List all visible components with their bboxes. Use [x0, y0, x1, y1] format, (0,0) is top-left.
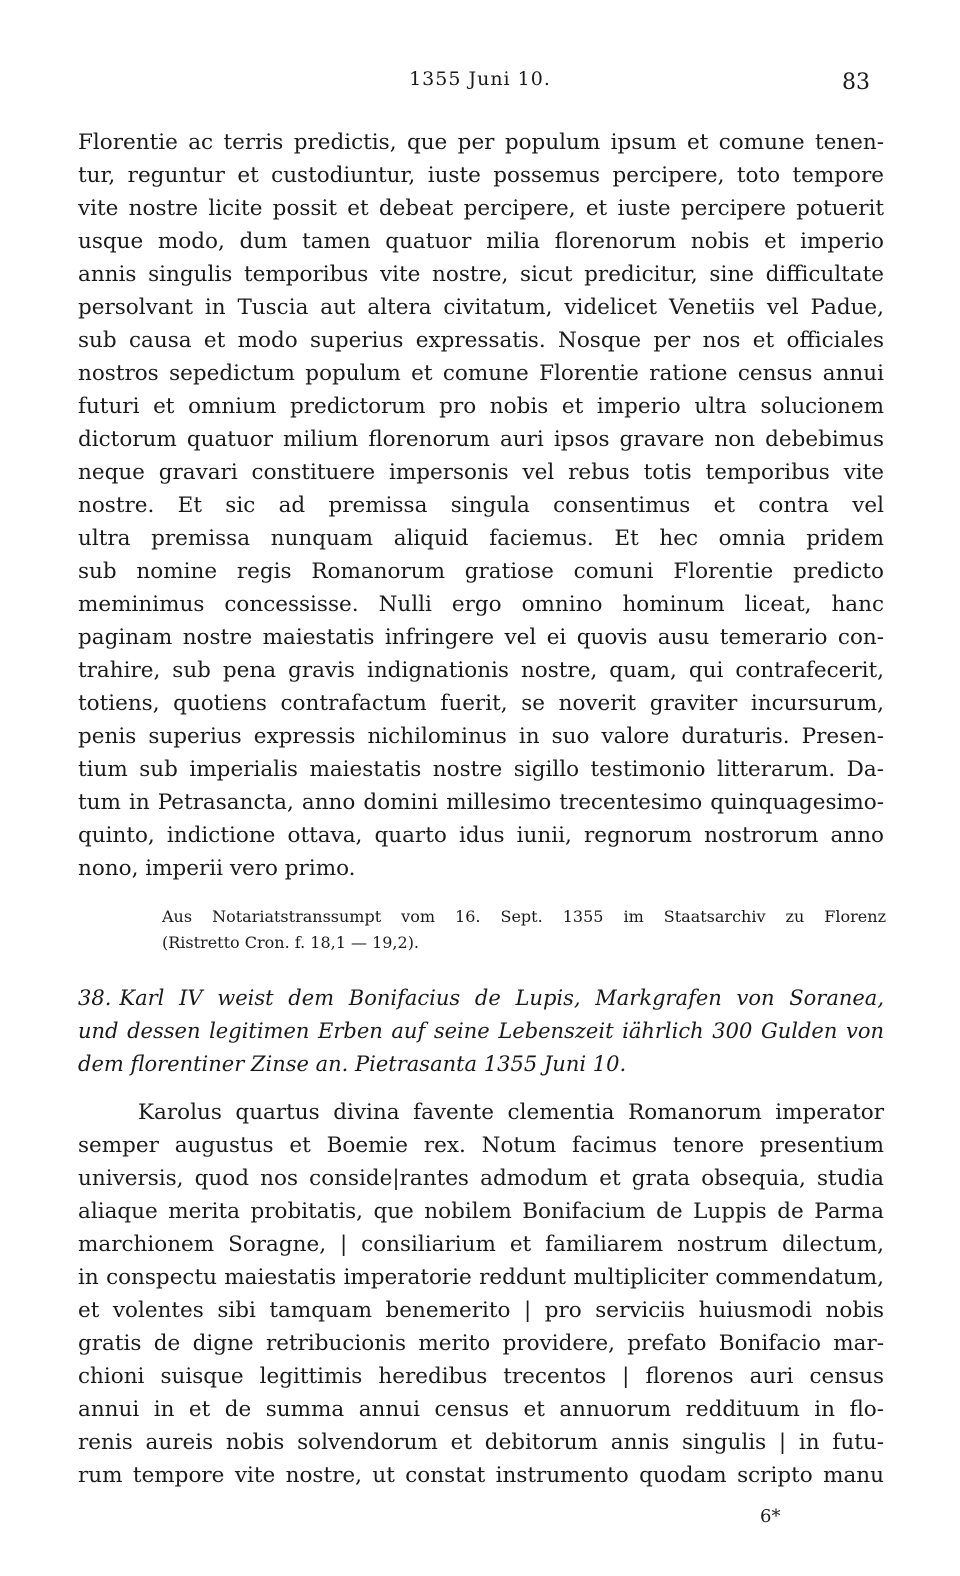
source-line: (Ristretto Cron. f. 18,1 — 19,2).: [162, 933, 420, 952]
source-line: Aus Notariatstranssumpt vom 16. Sept. 1355 im Staatsarchiv zu Florenz: [162, 907, 886, 926]
running-header-date: 1355 Juni 10.: [409, 68, 551, 90]
text-line: neque gravari constituere impersonis vel rebus totis temporibus vite: [78, 460, 884, 485]
text-line: nono, imperii vero primo.: [78, 856, 356, 881]
charter-text: [78, 1096, 884, 1492]
text-line: Karolus quartus divina favente clementia Romanorum imperator: [138, 1100, 884, 1125]
text-line: rum tempore vite nostre, ut constat instrumento quodam scripto manu: [78, 1463, 884, 1488]
text-line: nostre. Et sic ad premissa singula consentimus et contra vel: [78, 493, 884, 518]
heading-line: dem florentiner Zinse an. Pietrasanta 1355 Juni 10.: [78, 1052, 627, 1076]
text-line: in conspectu maiestatis imperatorie reddunt multipliciter commendatum,: [78, 1265, 884, 1290]
text-line: quinto, indictione ottava, quarto idus iunii, regnorum nostrorum anno: [78, 823, 884, 848]
heading-text: Karl IV weist dem Bonifacius de Lupis, Markgrafen von Soranea,: [119, 986, 884, 1010]
text-line: semper augustus et Boemie rex. Notum facimus tenore presentium: [78, 1133, 884, 1158]
document-heading: [78, 982, 884, 1081]
text-line: usque modo, dum tamen quatuor milia florenorum nobis et imperio: [78, 229, 884, 254]
text-line: penis superius expressis nichilominus in suo valore duraturis. Presen-: [78, 724, 884, 749]
text-line: annui in et de summa annui census et annuorum reddituum in flo-: [78, 1397, 884, 1422]
text-line: chioni suisque legittimis heredibus trecentos | florenos auri census: [78, 1364, 884, 1389]
text-line: sub nomine regis Romanorum gratiose comuni Florentie predicto: [78, 559, 884, 584]
text-line: aliaque merita probitatis, que nobilem Bonifacium de Luppis de Parma: [78, 1199, 884, 1224]
text-line: ultra premissa nunquam aliquid faciemus. Et hec omnia pridem: [78, 526, 884, 551]
text-line: totiens, quotiens contrafactum fuerit, se noverit graviter incursurum,: [78, 691, 884, 716]
signature-mark: 6*: [760, 1506, 781, 1527]
text-line: trahire, sub pena gravis indignationis nostre, quam, qui contrafecerit,: [78, 658, 884, 683]
text-line: annis singulis temporibus vite nostre, sicut predicitur, sine difficultate: [78, 262, 884, 287]
text-line: gratis de digne retribucionis merito providere, prefato Bonifacio mar-: [78, 1331, 884, 1356]
text-line: renis aureis nobis solvendorum et debitorum annis singulis | in futu-: [78, 1430, 884, 1455]
text-line: universis, quod nos conside|rantes admodum et grata obsequia, studia: [78, 1166, 884, 1191]
text-line: tium sub imperialis maiestatis nostre sigillo testimonio litterarum. Da-: [78, 757, 884, 782]
document-number: 38.: [78, 986, 112, 1010]
text-line: persolvant in Tuscia aut altera civitatum, videlicet Venetiis vel Padue,: [78, 295, 884, 320]
text-line: tur, reguntur et custodiuntur, iuste possemus percipere, toto tempore: [78, 163, 884, 188]
source-note: [162, 904, 886, 956]
text-line: et volentes sibi tamquam benemerito | pro serviciis huiusmodi nobis: [78, 1298, 884, 1323]
paragraph-continuation: [78, 126, 884, 885]
text-line: vite nostre licite possit et debeat percipere, et iuste percipere potuerit: [78, 196, 884, 221]
page-number: 83: [842, 70, 870, 95]
heading-line: und dessen legitimen Erben auf seine Lebenszeit iährlich 300 Gulden von: [78, 1019, 884, 1043]
text-line: paginam nostre maiestatis infringere vel ei quovis ausu temerario con-: [78, 625, 884, 650]
text-line: futuri et omnium predictorum pro nobis et imperio ultra solucionem: [78, 394, 884, 419]
text-line: dictorum quatuor milium florenorum auri ipsos gravare non debebimus: [78, 427, 884, 452]
heading-line: [78, 982, 884, 1015]
text-line: sub causa et modo superius expressatis. Nosque per nos et officiales: [78, 328, 884, 353]
text-line: nostros sepedictum populum et comune Florentie ratione census annui: [78, 361, 884, 386]
text-line: meminimus concessisse. Nulli ergo omnino hominum liceat, hanc: [78, 592, 884, 617]
text-line: tum in Petrasancta, anno domini millesimo trecentesimo quinquagesimo-: [78, 790, 884, 815]
text-line: Florentie ac terris predictis, que per populum ipsum et comune tenen-: [78, 130, 884, 155]
text-line: marchionem Soragne, | consiliarium et familiarem nostrum dilectum,: [78, 1232, 884, 1257]
